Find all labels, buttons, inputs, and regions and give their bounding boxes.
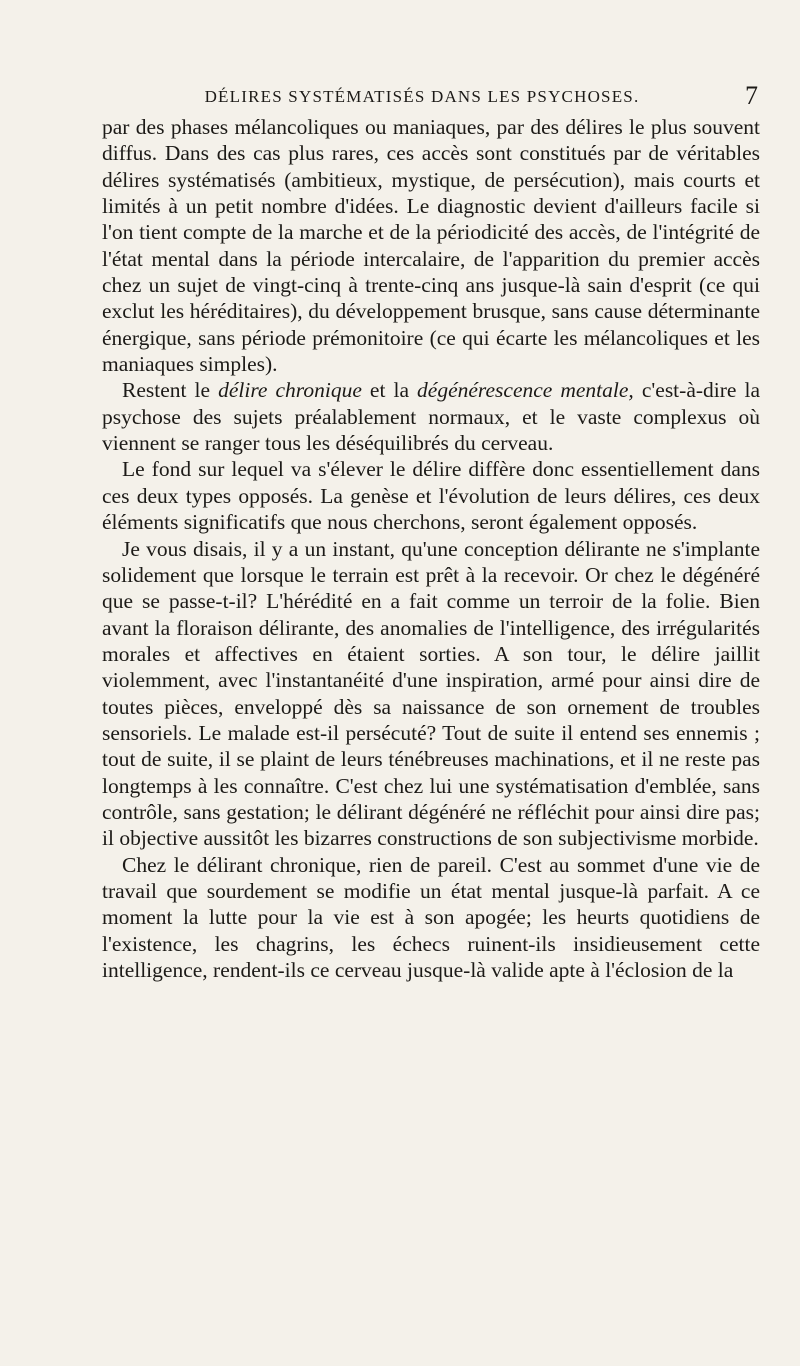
emphasis-term: dégénérescence mentale, [417,378,634,403]
paragraph-text: c'est-à-dire la psychose des sujets préalablement normaux, et le vaste complexus où viennent se ranger tous les déséquilibrés du cerveau. [102,378,760,456]
body-text [102,114,760,983]
paragraph-text: Restent le [122,378,219,403]
paragraph-text: et la [361,378,418,403]
running-head [102,81,762,111]
paragraph-opposed-types: Le fond sur lequel va s'élever le délire diffère donc essentiellement dans ces deux types opposés. La genèse et l'évolution de leurs délires, ces deux éléments significatifs que nous cherchons, seront également opposés. [102,457,760,535]
page-number: 7 [745,81,758,110]
paragraph-continuation: par des phases mélancoliques ou maniaques, par des délires le plus souvent diffus. Dans des cas plus rares, ces accès sont constitués par de véritables délires systématisés (ambitieux, mystique, de persécution), mais courts et limités à un petit nombre d'idées. Le diagnostic devient d'ailleurs facile si l'on tient compte de la marche et de la périodicité des accès, de l'intégrité de l'état mental dans la période intercalaire, de l'apparition du premier accès chez un sujet de vingt-cinq à trente-cinq ans jusque-là sain d'esprit (ce qui exclut les héréditaires), du développement brusque, sans cause déterminante énergique, sans période prémonitoire (ce qui écarte les mélancoliques et les maniaques simples). [102,115,760,377]
paragraph-delirant-chronique: Chez le délirant chronique, rien de pareil. C'est au sommet d'une vie de travail que sourdement se modifie un état mental jusque-là parfait. A ce moment la lutte pour la vie est à son apogée; les heurts quotidiens de l'existence, les chagrins, les échecs ruinent-ils insidieusement cette intelligence, rendent-ils ce cerveau jusque-là valide apte à l'éclosion de la [102,852,760,982]
emphasis-term: délire chronique [218,378,362,403]
running-title: DÉLIRES SYSTÉMATISÉS DANS LES PSYCHOSES. [204,87,640,106]
paragraph-degenere: Je vous disais, il y a un instant, qu'une conception délirante ne s'implante solidement que lorsque le terrain est prêt à la recevoir. Or chez le dégénéré que se passe-t-il? L'hérédité en a fait comme un terroir de la folie. Bien avant la floraison délirante, des anomalies de l'intelligence, des irrégularités morales et affectives en étaient sorties. A son tour, le délire jaillit violemment, avec l'instantanéité d'une inspiration, armé pour ainsi dire de toutes pièces, enveloppé dès sa naissance de son ornement de troubles sensoriels. Le malade est-il persécuté? Tout de suite il entend ses ennemis ; tout de suite, il se plaint de leurs ténébreuses machinations, et il ne reste pas longtemps à les connaître. C'est chez lui une systématisation d'emblée, sans contrôle, sans gestation; le délirant dégénéré ne réfléchit pour ainsi dire pas; il objective aussitôt les bizarres constructions de son subjectivisme morbide. [102,536,760,851]
paragraph-chronic-delirium [102,377,760,456]
